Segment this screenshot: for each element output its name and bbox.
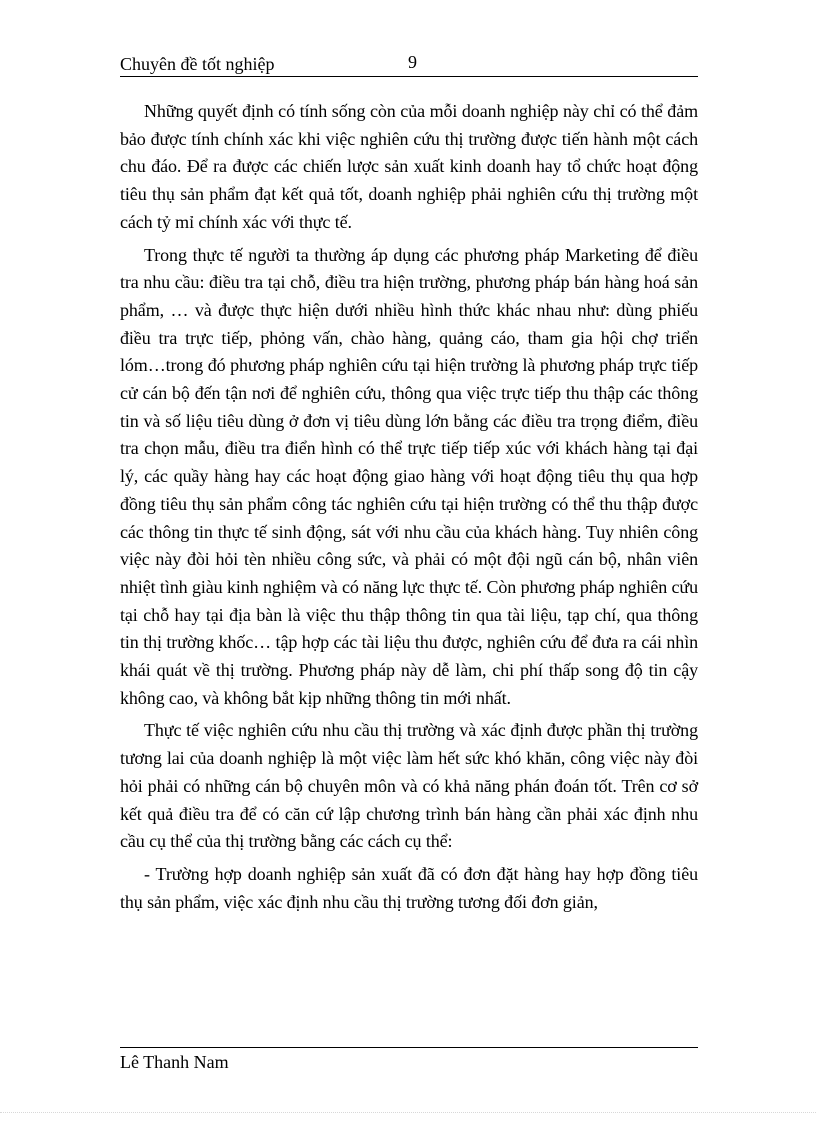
footer-author: Lê Thanh Nam [120, 1052, 229, 1072]
page-edge-divider [0, 1112, 816, 1113]
paragraph-2: Trong thực tế người ta thường áp dụng các phương pháp Marketing để điều tra nhu cầu: điều tra tại chỗ, điều tra hiện trường, phương pháp bán hàng hoá sản phẩm, … và được thực hiện dưới nhiều hình thức khác nhau như: dùng phiếu điều tra trực tiếp, phỏng vấn, chào hàng, quảng cáo, tham gia hội chợ triển lóm…trong đó phương pháp nghiên cứu tại hiện trường là phương pháp trực tiếp cử cán bộ đến tận nơi để nghiên cứu, thông qua việc trực tiếp thu thập các thông tin và số liệu tiêu dùng ở đơn vị tiêu dùng lớn bằng các điều tra trọng điểm, điều tra chọn mẫu, điều tra điển hình có thể trực tiếp tiếp xúc với khách hàng tại đại lý, các quầy hàng hay các hoạt động giao hàng với hoạt động tiêu thụ qua hợp đồng tiêu thụ sản phẩm công tác nghiên cứu tại hiện trường có thể thu thập được các thông tin thực tế sinh động, sát với nhu cầu của khách hàng. Tuy nhiên công việc này đòi hỏi tèn nhiều công sức, và phải có một đội ngũ cán bộ, nhân viên nhiệt tình giàu kinh nghiệm và có năng lực thực tế. Còn phương pháp nghiên cứu tại chỗ hay tại địa bàn là việc thu thập thông tin qua tài liệu, tạp chí, qua thông tin thị trường khốc… tập hợp các tài liệu thu được, nghiên cứu để đưa ra cái nhìn khái quát về thị trường. Phương pháp này dễ làm, chi phí thấp song độ tin cậy không cao, và không bắt kịp những thông tin mới nhất. [120, 244, 698, 708]
paragraph-3: Thực tế việc nghiên cứu nhu cầu thị trường và xác định được phần thị trường tương lai của doanh nghiệp là một việc làm hết sức khó khăn, công việc này đòi hỏi phải có những cán bộ chuyên môn và có khả năng phán đoán tốt. Trên cơ sở kết quả điều tra để có căn cứ lập chương trình bán hàng cần phải xác định nhu cầu cụ thể của thị trường bằng các cách cụ thể: [120, 720, 698, 852]
paragraph-1: Những quyết định có tính sống còn của mỗi doanh nghiệp này chỉ có thể đảm bảo được tính chính xác khi việc nghiên cứu thị trường được tiến hành một cách chu đáo. Để ra được các chiến lược sản xuất kinh doanh hay tổ chức hoạt động tiêu thụ sản phẩm đạt kết quả tốt, doanh nghiệp phải nghiên cứu thị trường một cách tỷ mỉ chính xác với thực tế. [120, 101, 698, 232]
page-number: 9 [408, 52, 417, 72]
page-header [120, 52, 698, 77]
document-body [120, 98, 698, 921]
bullet-paragraph: - Trường hợp doanh nghiệp sản xuất đã có đơn đặt hàng hay hợp đồng tiêu thụ sản phẩm, việc xác định nhu cầu thị trường tương đối đơn giản, [120, 863, 698, 912]
page-footer [120, 1047, 698, 1072]
header-title: Chuyên đề tốt nghiệp [120, 54, 275, 74]
